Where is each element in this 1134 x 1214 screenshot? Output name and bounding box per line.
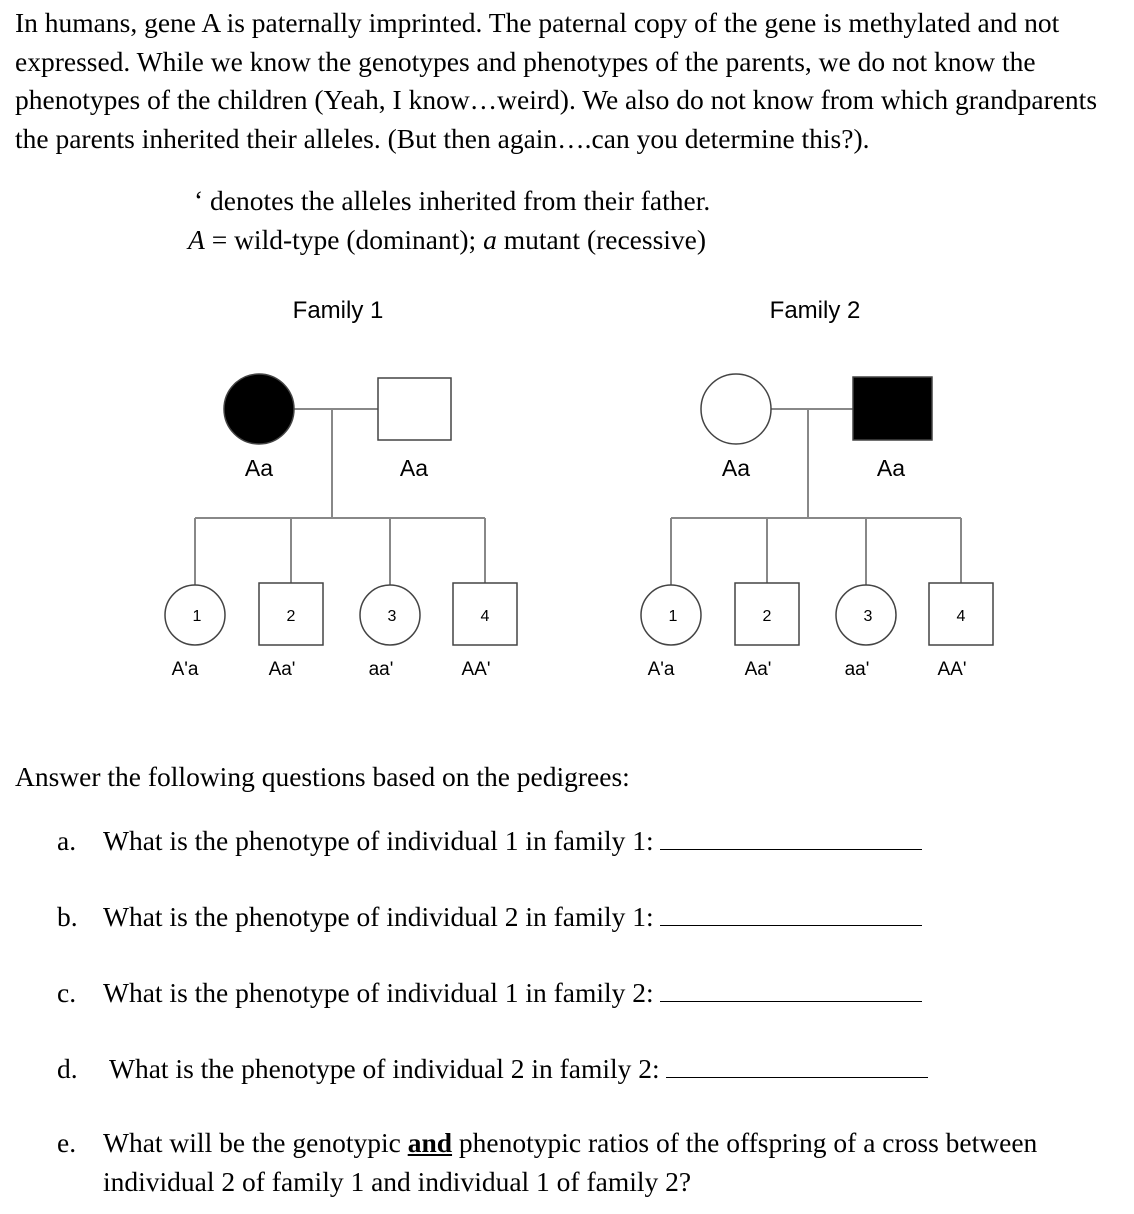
legend: [188, 182, 710, 259]
question-d-mark: d.: [57, 1053, 78, 1084]
question-b-text: What is the phenotype of individual 2 in family 1:: [103, 901, 654, 932]
family1-child-4-number: 4: [480, 608, 490, 625]
family1-mother-symbol: [224, 374, 294, 444]
question-a-text: What is the phenotype of individual 1 in family 1:: [103, 825, 654, 856]
question-e-text-after: phenotypic ratios of the offspring of a cross between individual 2 of family 1 and individual 1 of family 2?: [103, 1127, 1038, 1197]
question-b-mark: b.: [57, 901, 78, 932]
family2-father-genotype: Aa: [876, 455, 906, 481]
family2-child-4-genotype: AA': [937, 659, 967, 680]
family2-child-2-genotype: Aa': [744, 659, 772, 680]
answer-blank-b[interactable]: [660, 901, 922, 926]
family2-child-2-number: 2: [762, 608, 772, 625]
family1-child-4-genotype: AA': [461, 659, 491, 680]
question-e-emphasis: and: [407, 1127, 453, 1158]
question-e-mark: e.: [57, 1127, 77, 1158]
allele-A-symbol: A: [188, 223, 205, 255]
family2-mother-genotype: Aa: [721, 455, 751, 481]
allele-a-symbol: a: [483, 223, 497, 255]
family1-child-3-genotype: aa': [368, 659, 394, 680]
family1-child-3-number: 3: [387, 608, 397, 625]
family1-father-symbol: [378, 378, 451, 440]
question-c: [57, 974, 922, 1013]
questions-heading: Answer the following questions based on the pedigrees:: [15, 761, 630, 792]
legend-line-alleles: [188, 221, 710, 260]
legend-mutant-text: mutant (recessive): [496, 223, 707, 255]
family2-child-1-genotype: A'a: [647, 659, 675, 680]
answer-blank-c[interactable]: [660, 977, 922, 1002]
family2-child-3-number: 3: [863, 608, 873, 625]
family1-title: Family 1: [292, 297, 384, 324]
intro-paragraph: [15, 4, 1125, 158]
family2-child-4-number: 4: [956, 608, 966, 625]
question-c-mark: c.: [57, 977, 77, 1008]
pedigree-diagram: [0, 280, 1134, 700]
family1-child-1-number: 1: [192, 608, 202, 625]
family2-father-symbol: [853, 377, 932, 440]
question-e: [57, 1124, 1117, 1201]
answer-blank-a[interactable]: [660, 825, 922, 850]
family2-title: Family 2: [769, 297, 861, 324]
prime-symbol: ‘: [194, 185, 204, 216]
question-e-text: [103, 1124, 1103, 1201]
family2-child-1-number: 1: [668, 608, 678, 625]
question-a: [57, 822, 922, 861]
answer-blank-d[interactable]: [666, 1053, 928, 1078]
family1-child-2-genotype: Aa': [268, 659, 296, 680]
question-c-text: What is the phenotype of individual 1 in family 2:: [103, 977, 654, 1008]
question-a-mark: a.: [57, 825, 77, 856]
question-d: [57, 1050, 928, 1089]
question-d-text: What is the phenotype of individual 2 in family 2:: [109, 1053, 660, 1084]
family2-mother-symbol: [701, 374, 771, 444]
legend-line-prime: [188, 182, 710, 221]
question-b: [57, 898, 922, 937]
legend-prime-text: denotes the alleles inherited from their father.: [203, 185, 711, 216]
family2-child-3-genotype: aa': [844, 659, 870, 680]
question-e-text-before: What will be the genotypic: [103, 1127, 408, 1158]
intro-text: In humans, gene A is paternally imprinted. The paternal copy of the gene is methylated and not expressed. While we know the genotypes and phenotypes of the parents, we do not know the phenotypes of the children (Yeah, I know…weird). We also do not know from which grandparents the parents inherited their alleles. (But then again….can you determine this?).: [15, 7, 1098, 154]
family1-child-1-genotype: A'a: [171, 659, 199, 680]
family1-child-2-number: 2: [286, 608, 296, 625]
family1-father-genotype: Aa: [399, 455, 429, 481]
family1-mother-genotype: Aa: [244, 455, 274, 481]
legend-wildtype-text: = wild-type (dominant);: [204, 223, 484, 255]
